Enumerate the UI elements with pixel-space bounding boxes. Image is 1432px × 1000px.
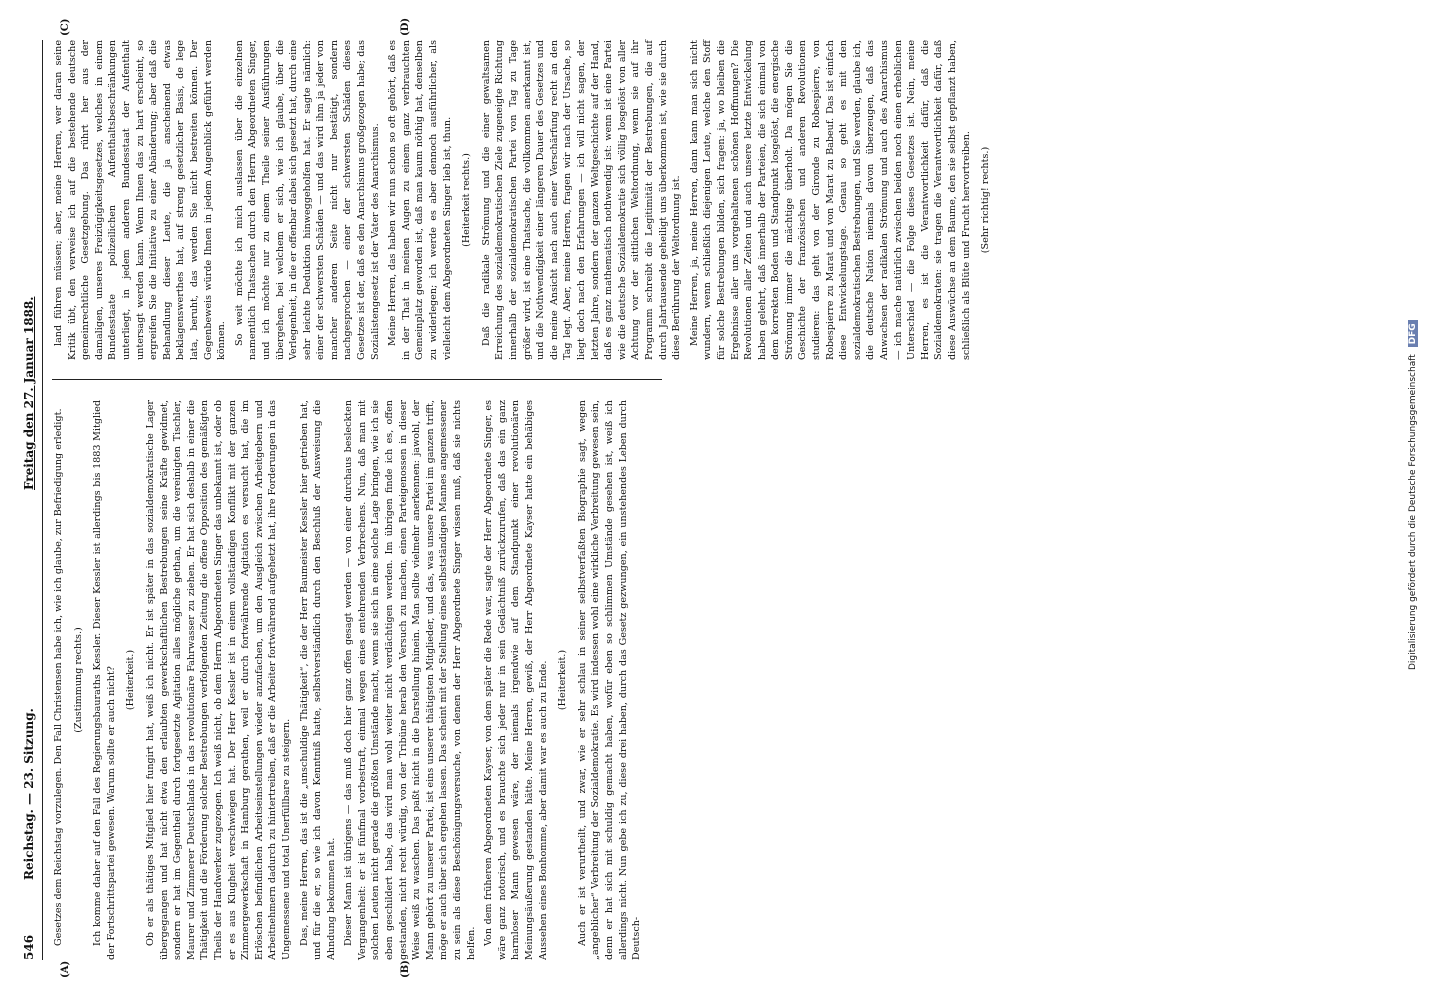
column-divider bbox=[52, 379, 662, 380]
paragraph: Auch er ist verurtheilt, und zwar, wie er sehr schlau in seiner selbstverfaßten Biographie sagt, wegen „angeblicher“ Verbreitung der Sozialdemokratie. Es wird indessen wohl eine wirkliche Verbreitung gewesen sein, denn er hat sich mit schuldig gemacht haben, wofür eben so schlimmen Umstände gesehen ist, weiß ich allerdings nicht. Nun gebe ich zu, diese drei haben, durch das Gesetz gezwungen, ein unstehendes Leben durch Deutsch- bbox=[576, 400, 643, 960]
paragraph: Das, meine Herren, das ist die „unschuldige Thätigkeit“, die der Herr Baumeister Kessler hier getrieben hat, und für die er, so wie ich davon Kenntniß hatte, selbstverständlich durch den Beschluß der Ausweisung die Ahndung bekommen hat. bbox=[298, 400, 337, 960]
paragraph: Ich komme daher auf den Fall des Regierungsbauraths Kessler. Dieser Kessler ist allerdings bis 1883 Mitglied der Fortschrittspartei gewesen. Warum sollte er auch nicht? bbox=[92, 400, 117, 960]
section-marker-b: (B) bbox=[400, 960, 411, 978]
interjection: (Zustimmung rechts.) bbox=[72, 627, 84, 733]
paragraph: land führen müssen; aber, meine Herren, wer daran seine Kritik übt, den verweise ich auf die bestehende deutsche gemeinrechtliche Gesetzgebung. Das rührt her aus der damaligen, unseres Freizügigkeitsgesetzes, welches in einem Bundesstaate polizeilichen Aufenthaltsbeschränkungen unterliegt, in jedem anderen Bundesstaat der Aufenthalt untersagt werden kann. Wenn Ihnen das zu hart erscheint, so ergreifen Sie die Initiative zu einer Abänderung; aber daß die Behandlung dieser Leute, die ja anscheinend etwas beklagenswerthes hat, auf streng gesetzlicher Basis, de lege lata, beruht, das werden Sie nicht bestreiten können. Der Gegenbeweis würde Ihnen in jedem Augenblick geführt werden können. bbox=[53, 40, 228, 360]
paragraph: So weit möchte ich mich auslassen über die einzelnen namentlich Thatsachen durch den Herrn Abgeordneten Singer, und ich möchte nur zu einem Theile seiner Ausführungen übergehen, bei welchem er sich, wie ich glaube, über die Verlegenheit, in die er offenbar dabei sich gesetzt hat, durch eine sehr leichte Deduktion hinweggeholfen hat. Er sagte nämlich: einer der schwersten Schäden — und das wird ihm ja jeder von mancher anderen Seite nicht nur bestätigt, sondern nachgesprochen — einer der schwersten Schäden dieses Gesetzes ist der, daß es den Anarchismus großgezogen habe; das Sozialistengesetz ist der Vater des Anarchismus. bbox=[233, 39, 381, 360]
page-number: 546 bbox=[22, 934, 36, 960]
paragraph: Gesetzes dem Reichstag vorzulegen. Den Fall Christensen habe ich, wie ich glaube, zur Befriedigung erledigt. bbox=[53, 408, 64, 946]
paragraph: Meine Herren, das haben wir nun schon so oft gehört, daß es in der That in meinen Augen zu einem ganz verbrauchten Gemeinplatz geworden ist, daß man kaum nöthig hat, denselben zu widerlegen; ich werde es aber dennoch ausführlicher, als vielleicht dem Abgeordneten Singer lieb ist, thun. bbox=[387, 40, 453, 360]
header-rule bbox=[42, 40, 43, 960]
interjection: (Sehr richtig! rechts.) bbox=[980, 146, 992, 254]
left-column bbox=[52, 400, 662, 960]
section-marker-a: (A) bbox=[60, 960, 71, 978]
paragraph: Meine Herren, ja, meine Herren, dann kann man sich nicht wundern, wenn schließlich diejenigen Leute, welche den Stoff für solche Bestrebungen bilden, sich fragen: ja, wo bleiben die Ergebnisse aller uns vorgehaltenen schönen Hoffnungen? Die Revolutionen aller Zeiten und auch unsere letzte Entwickelung haben gelehrt, daß innerhalb der Parteien, die sich einmal von dem korrekten Boden und Standpunkt losgelöst, die energische Strömung immer die mächtige überholt. Da mögen Sie die Geschichte der französischen und anderen Revolutionen studieren: das geht von der Gironde zu Robespierre, von Robespierre zu Marat und von Marat zu Babeuf. Das ist einfach diese Entwickelungstage. Genau so geht es mit den sozialdemokratischen Bestrebungen, und Sie werden, glaube ich, die deutsche Nation niemals davon überzeugen, daß das Anwachsen der radikalen Strömung und auch des Anarchismus — ich mache natürlich zwischen beiden noch einen erheblichen Unterschied — die Folge dieses Gesetzes ist. Nein, meine Herren, es ist die Verantwortlichkeit dafür, daß die Sozialdemokraten: sie tragen die Verantwortlichkeit dafür, daß diese Auswüchse an dem Baume, den sie selbst gepflanzt haben, schließlich als Blüte und Frucht hervortreiben. bbox=[688, 40, 972, 360]
right-column bbox=[52, 39, 992, 360]
digitization-credit bbox=[1408, 20, 1418, 670]
page-header bbox=[22, 40, 42, 960]
paragraph: Ob er als thätiges Mitglied hier fungirt hat, weiß ich nicht. Er ist später in das sozialdemokratische Lager übergegangen und hat nicht etwa den erlaubten gewerkschaftlichen Bestrebungen seine Kräfte gewidmet, sondern er hat im Gegentheil durch fortgesetzte Agitation alles mögliche gethan, um die vereinigten Tischler, Maurer und Zimmerer Deutschlands in das revolutionäre Fahrwasser zu ziehen. Er hat sich deshalb in einer die Thätigkeit und die Förderung solcher Bestrebungen verfolgenden Zeitung die offene Opposition des gemäßigten Theils der Handwerker zugezogen. Ich weiß nicht, ob dem Herrn Abgeordneten Singer das unbekannt ist, oder ob er es aus Klugheit verschwiegen hat. Der Herr Kessler ist in einem vollständigen Konflikt mit der ganzen Zimmergewerkschaft in Hamburg gerathen, weil er durch fortwährende Agitation es versucht hat, die im Erlöschen befindlichen Arbeitseinstellungen wieder anzufachen, um den Ausgleich zwischen Arbeitgebern und Arbeitnehmern dadurch zu hintertreiben, daß er die Arbeiter fortwährend aufgehetzt hat, ihre Forderungen in das Ungemessene und total Unerfüllbare zu steigern. bbox=[144, 400, 292, 960]
header-left-title: Reichstag. — 23. Sitzung. bbox=[22, 708, 36, 880]
credit-text: Digitalisierung gefördert durch die Deutsche Forschungsgemeinschaft bbox=[1408, 354, 1418, 670]
section-marker-c: (C) bbox=[60, 18, 71, 36]
paragraph: Daß die radikale Strömung und die einer gewaltsamen Erreichung des sozialdemokratischen Ziele zugeneigte Richtung innerhalb der sozialdemokratischen Partei von Tag zu Tage größer wird, ist eine Thatsache, die vollkommen anerkannt ist, und die Nothwendigkeit einer längeren Dauer des Gesetzes und die meine Ansicht nach auch einer Verschärfung recht an den Tag legt. Aber, meine Herren, fragen wir nach der Ursache, so liegt doch nach den Erfahrungen — ich will nicht sagen, der letzten Jahre, sondern der ganzen Weltgeschichte auf der Hand, daß es ganz mathematisch nothwendig ist: wenn ist eine Partei wie die deutsche Sozialdemokratie sich völlig losgelöst von aller Achtung vor der sittlichen Weltordnung, wenn sie auf ihr Programm schreibt die Legitimität der Bestrebungen, die auf durch Jahrtausende geheiligt uns überkommen ist, wie sie durch diese Berührung der Weltordnung ist. bbox=[480, 40, 683, 360]
section-marker-d: (D) bbox=[400, 17, 411, 36]
interjection: (Heiterkeit.) bbox=[557, 649, 569, 711]
paragraph: Dieser Mann ist übrigens — das muß doch hier ganz offen gesagt werden — von einer durchaus besleckten Vergangenheit: er ist fünfmal vorbestraft, einmal wegen eines entehrenden Verbrechens. Nun, daß man mit solchen Leuten nicht gerade die größten Umstände macht, wenn sie sich in eine solche Lage bringen, wie ich sie eben geschildert habe, das wird man wohl weiter nicht verdächtigen werden. Im übrigen finde ich es, offen gestanden, nicht recht würdig, von der Tribüne herab den Versuch zu machen, einen Parteigenossen in dieser Weise weiß zu waschen. Das paßt nicht in die Darstellung hinein. Man sollte vielmehr anerkennen: jawohl, der Mann gehört zu unserer Partei, ist eins unserer thätigsten Mitglieder, und das, was unsere Partei im ganzen trifft, möge er auch über sich ergehen lassen. Das scheint mit der Stellung eines selbstständigen Mannes angemessener zu sein als diese Beschönigungsversuche, von denen der Herr Abgeordnete Singer wissen muß, daß sie nichts helfen. bbox=[343, 400, 477, 960]
header-right-title: Freitag den 27. Januar 1888. bbox=[22, 296, 36, 490]
paragraph: Von dem früheren Abgeordneten Kayser, von dem später die Rede war, sagte der Herr Abgeordnete Singer, es wäre ganz notorisch, und es brauchte sich jeder nur in sein Gedächtniß zurückzurufen, daß das ein ganz harmloser Mann gewesen wäre, der niemals irgendwie auf dem Standpunkt einer revolutionären Meinungsäußerung gestanden hätte. Meine Herren, gewiß, der Herr Abgeordnete Kayser hatte ein behäbiges Aussehen eines Bonhomme, aber damit war es auch zu Ende. bbox=[483, 400, 549, 960]
dfg-logo: DFG bbox=[1408, 320, 1418, 347]
interjection: (Heiterkeit.) bbox=[125, 649, 137, 711]
interjection: (Heiterkeit rechts.) bbox=[461, 153, 473, 247]
